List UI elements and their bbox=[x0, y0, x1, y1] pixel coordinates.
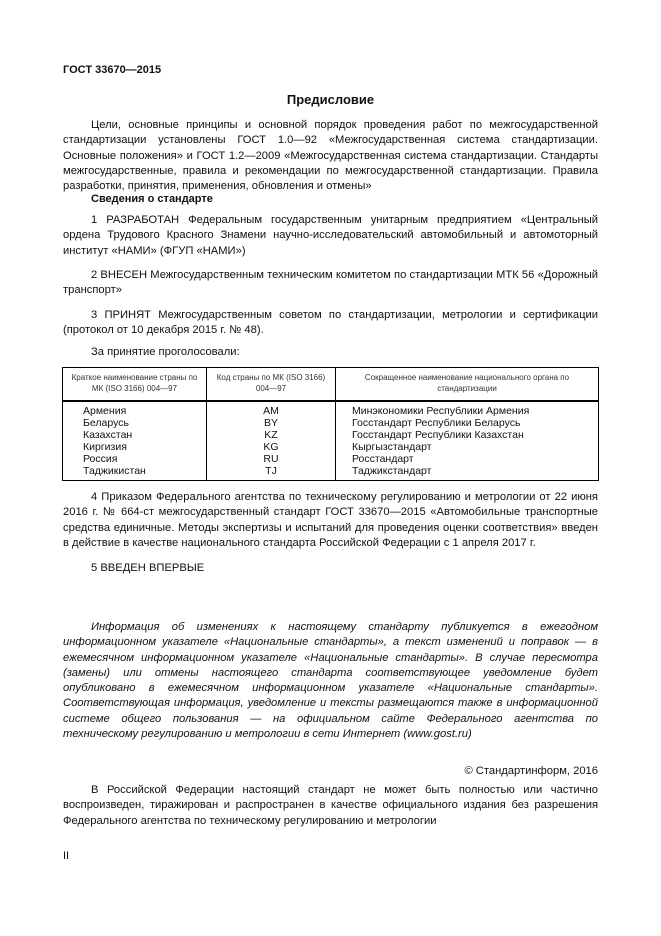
item-developed: 1 РАЗРАБОТАН Федеральным государственным унитарным предприятием «Центральный ордена Трудового Красного Знамени научно-исследовательский автомобильный и автомоторный институт «НАМИ» (ФГУП «НАМИ») bbox=[63, 214, 598, 257]
country-cell: Киргизия bbox=[63, 442, 207, 454]
item-submitted: 2 ВНЕСЕН Межгосударственным техническим комитетом по стандартизации МТК 56 «Дорожный транспорт» bbox=[63, 269, 598, 297]
body-cell: Госстандарт Республики Беларусь bbox=[336, 418, 599, 430]
code-cell: RU bbox=[207, 454, 336, 466]
code-cell: KG bbox=[207, 442, 336, 454]
intro-paragraph: Цели, основные принципы и основной порядок проведения работ по межгосударственной стандартизации установлены ГОСТ 1.0—92 «Межгосударственная система стандартизации. Основные положения» и ГОСТ 1.2—2009 «Межгосударственная система стандартизации. Стандарты межгосударственные, правила и рекомендации по межгосударственной стандартизации. Правила разработки, принятия, применения, обновления и отмены» bbox=[63, 119, 598, 193]
page-number: II bbox=[63, 850, 70, 862]
body-cell: Росстандарт bbox=[336, 454, 599, 466]
item-enacted: 4 Приказом Федерального агентства по техническому регулированию и метрологии от 22 июня 2016 г. № 664-ст межгосударственный стандарт ГОСТ 33670—2015 «Автомобильные транспортные средства единичные. Методы экспертизы и испытаний для проведения оценки соответствия» введен в действие в качестве национального стандарта Российской Федерации с 1 апреля 2017 г. bbox=[63, 491, 598, 549]
table-row bbox=[63, 454, 599, 466]
table-row bbox=[63, 401, 599, 418]
body-cell: Госстандарт Республики Казахстан bbox=[336, 430, 599, 442]
code-cell: AM bbox=[207, 401, 336, 418]
column-header-country: Краткое наименование страны по МК (ISO 3166) 004—97 bbox=[63, 368, 207, 402]
table-row bbox=[63, 466, 599, 481]
country-cell: Беларусь bbox=[63, 418, 207, 430]
reproduction-notice: В Российской Федерации настоящий стандарт не может быть полностью или частично воспроизведен, тиражирован и распространен в качестве официального издания без разрешения Федерального агентства по техническому регулированию и метрологии bbox=[63, 784, 598, 827]
table-row bbox=[63, 442, 599, 454]
table-row bbox=[63, 430, 599, 442]
code-cell: KZ bbox=[207, 430, 336, 442]
votes-label: За принятие проголосовали: bbox=[91, 346, 240, 358]
votes-table bbox=[62, 367, 599, 481]
amendments-notice: Информация об изменениях к настоящему стандарту публикуется в ежегодном информационном указателе «Национальные стандарты», а текст изменений и поправок — в ежемесячном информационном указателе «Национальные стандарты». В случае пересмотра (замены) или отмены настоящего стандарта соответствующее уведомление будет опубликовано в ежемесячном информационном указателе «Национальные стандарты». Соответствующая информация, уведомление и тексты размещаются также в информационной системе общего пользования — на официальном сайте Федерального агентства по техническому регулированию и метрологии в сети Интернет (www.gost.ru) bbox=[63, 621, 598, 741]
column-header-body: Сокращенное наименование национального органа по стандартизации bbox=[336, 368, 599, 402]
country-cell: Армения bbox=[63, 401, 207, 418]
code-cell: TJ bbox=[207, 466, 336, 481]
country-cell: Таджикистан bbox=[63, 466, 207, 481]
document-code: ГОСТ 33670—2015 bbox=[63, 64, 162, 76]
code-cell: BY bbox=[207, 418, 336, 430]
body-cell: Таджикстандарт bbox=[336, 466, 599, 481]
copyright: © Стандартинформ, 2016 bbox=[464, 765, 598, 777]
table-header-row bbox=[63, 368, 599, 402]
page-title: Предисловие bbox=[286, 92, 375, 107]
section-heading: Сведения о стандарте bbox=[91, 193, 213, 205]
body-cell: Минэкономики Республики Армения bbox=[336, 401, 599, 418]
item-adopted: 3 ПРИНЯТ Межгосударственным советом по стандартизации, метрологии и сертификации (протокол от 10 декабря 2015 г. № 48). bbox=[63, 309, 598, 337]
country-cell: Казахстан bbox=[63, 430, 207, 442]
column-header-code: Код страны по МК (ISO 3166) 004—97 bbox=[207, 368, 336, 402]
body-cell: Кыргызстандарт bbox=[336, 442, 599, 454]
country-cell: Россия bbox=[63, 454, 207, 466]
item-first-introduced: 5 ВВЕДЕН ВПЕРВЫЕ bbox=[91, 562, 205, 574]
